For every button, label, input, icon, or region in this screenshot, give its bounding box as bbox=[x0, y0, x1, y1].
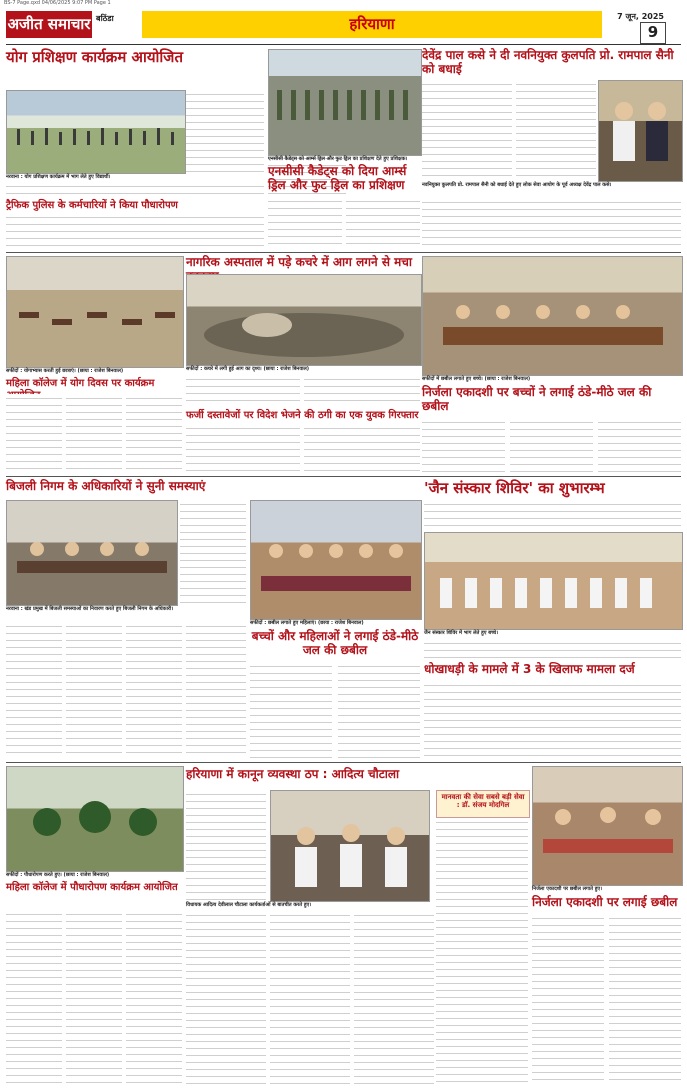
box-humanity bbox=[436, 790, 530, 818]
body-chhabil-1-col1 bbox=[422, 418, 505, 472]
vc-photo-illustration bbox=[599, 81, 682, 181]
photo-chhabil-3 bbox=[532, 766, 683, 886]
headline-chhabil-2: बच्चों और महिलाओं ने लगाई ठंडे-मीठे जल की छबील bbox=[251, 629, 419, 657]
body-fake-docs-col1 bbox=[186, 424, 300, 472]
body-plantation-col1 bbox=[6, 910, 62, 1084]
body-college-yoga-col2 bbox=[66, 394, 122, 472]
headline-college-yoga: महिला कॉलेज में योग दिवस पर कार्यक्रम bbox=[6, 378, 155, 389]
body-chhabil-3-col2 bbox=[609, 914, 681, 1084]
yoga-photo-illustration bbox=[7, 91, 185, 173]
chhabil-1-photo-illustration bbox=[423, 257, 682, 375]
caption-fire: सफीदों : कचरे में लगी हुई आग का दृश्य। (छाया : राजेश बिनवाल) bbox=[186, 366, 310, 372]
body-yoga-col1 bbox=[186, 90, 264, 172]
photo-chautala bbox=[270, 790, 430, 902]
body-power-col2 bbox=[66, 622, 122, 758]
caption-chautala: विधायक आदित्य देवीलाल चौटाला कार्यकर्ताओं से बातचीत करते हुए। bbox=[186, 902, 312, 908]
body-humanity bbox=[436, 818, 528, 1084]
plantation-photo-illustration bbox=[7, 767, 183, 871]
row-separator-1 bbox=[6, 252, 681, 253]
body-fire-col1 bbox=[186, 375, 300, 407]
headline-chhabil-1: निर्जला एकादशी पर बच्चों ने लगाई ठंडे-मीठे जल की छबील bbox=[422, 385, 652, 413]
chhabil-3-photo-illustration bbox=[533, 767, 682, 885]
chautala-photo-illustration bbox=[271, 791, 429, 901]
body-vc-col1 bbox=[422, 80, 512, 180]
headline-fire: नागरिक अस्पताल में पड़े कचरे में आग लगने से मचा bbox=[186, 255, 413, 269]
chhabil-2-photo-illustration bbox=[251, 501, 421, 619]
headline-plantation: महिला कॉलेज में पौधारोपण कार्यक्रम आयोजित bbox=[6, 882, 178, 893]
photo-chhabil-1 bbox=[422, 256, 683, 376]
body-chhabil-2-col1 bbox=[250, 662, 332, 758]
body-fake-docs-col2 bbox=[304, 424, 420, 472]
photo-college-yoga bbox=[6, 256, 184, 368]
body-fire-col2 bbox=[304, 375, 420, 407]
section-band bbox=[142, 11, 602, 38]
masthead bbox=[0, 9, 687, 43]
headline-fraud: धोखाधड़ी के मामले में 3 के खिलाफ मामला दर्ज bbox=[424, 662, 635, 676]
college-yoga-photo-illustration bbox=[7, 257, 183, 367]
headline-power: बिजली निगम के अधिकारियों ने सुनी समस्याएं bbox=[6, 479, 206, 493]
power-photo-illustration bbox=[7, 501, 177, 605]
edition-city: बठिंडा bbox=[96, 14, 114, 23]
print-slug: BS-7 Page.qxd 04/06/2025 9:07 PM Page 1 bbox=[4, 0, 111, 6]
photo-power bbox=[6, 500, 178, 606]
body-chautala-col1 bbox=[186, 790, 266, 900]
body-ncc-col2 bbox=[346, 197, 420, 249]
headline-traffic-plantation: ट्रैफिक पुलिस के कर्मचारियों ने किया पौधारोपण bbox=[6, 200, 178, 211]
caption-power: नरवाना : खंड प्रमुख में बिजली समस्याओं का निवारण करते हुए बिजली निगम के अधिकारी। bbox=[6, 606, 174, 612]
body-chhabil-3-col1 bbox=[532, 914, 604, 1084]
body-chhabil-1-col3 bbox=[598, 418, 681, 472]
caption-college-yoga: सफीदों : योगाभ्यास करती हुई छात्राएं। (छाया : राजेश बिनवाल) bbox=[6, 368, 124, 374]
issue-date: 7 जून, 2025 bbox=[617, 12, 664, 21]
body-chhabil-1-col2 bbox=[510, 418, 593, 472]
body-plantation-col2 bbox=[66, 910, 122, 1084]
body-jain-col2 bbox=[424, 639, 681, 661]
photo-jain bbox=[424, 532, 683, 630]
body-chautala-col3 bbox=[270, 911, 350, 1084]
body-plantation-col3 bbox=[126, 910, 182, 1084]
fire-photo-illustration bbox=[187, 275, 421, 365]
body-power-col0 bbox=[180, 500, 246, 604]
headline-jain: 'जैन संस्कार शिविर' का शुभारम्भ bbox=[424, 479, 605, 497]
caption-chhabil-3: निर्जला एकादशी पर छबील लगाते हुए। bbox=[532, 886, 603, 892]
headline-vc: देवेंद्र पाल कसे ने दी नवनियुक्त कुलपति प्रो. रामपाल सैनी को बधाई bbox=[422, 48, 674, 76]
body-power-col4 bbox=[186, 622, 246, 758]
photo-ncc bbox=[268, 49, 422, 156]
caption-ncc: एनसीसी कैडेट्स को आर्म्स ड्रिल और फुट ड्रिल का प्रशिक्षण देते हुए प्रशिक्षक। bbox=[268, 156, 408, 162]
page-number: 9 bbox=[640, 22, 666, 44]
row-separator-3 bbox=[6, 762, 681, 763]
caption-chhabil-1: सफीदों में छबील लगाते हुए बच्चे। (छाया : राजेश बिनवाल) bbox=[422, 376, 531, 382]
headline-ncc: एनसीसी कैडेट्स को दिया आर्म्स ड्रिल और फुट ड्रिल का प्रशिक्षण bbox=[268, 164, 407, 192]
body-traffic-plantation bbox=[6, 213, 264, 249]
masthead-rule bbox=[6, 44, 681, 45]
body-power-col1 bbox=[6, 622, 62, 758]
caption-yoga: नरवाना : योग प्रशिक्षण कार्यक्रम में भाग लेते हुए विद्यार्थी। bbox=[6, 174, 111, 180]
headline-yoga: योग प्रशिक्षण कार्यक्रम आयोजित bbox=[6, 48, 183, 66]
photo-vc bbox=[598, 80, 683, 182]
headline-chhabil-3: निर्जला एकादशी पर लगाई छबील bbox=[532, 895, 678, 909]
body-fraud bbox=[424, 681, 681, 758]
newspaper-logo: अजीत समाचार bbox=[6, 11, 92, 38]
headline-chautala: हरियाणा में कानून व्यवस्था ठप : आदित्य चौटाला bbox=[186, 767, 400, 781]
section-title: हरियाणा bbox=[349, 15, 395, 33]
body-ncc-col1 bbox=[268, 197, 342, 249]
photo-plantation bbox=[6, 766, 184, 872]
body-vc-col2 bbox=[516, 80, 596, 180]
caption-jain: जैन संस्कार शिविर में भाग लेते हुए बच्चे। bbox=[424, 630, 499, 636]
body-chhabil-2-col2 bbox=[338, 662, 420, 758]
headline-humanity: मानवता की सेवा सबसे बड़ी सेवा : डॉ. संजय मोदगिल bbox=[441, 793, 525, 810]
caption-plantation: सफीदों : पौधारोपण करते हुए। (छाया : राजेश बिनवाल) bbox=[6, 872, 110, 878]
body-yoga-col2 bbox=[6, 182, 264, 198]
caption-chhabil-2: सफीदों : छबील लगाते हुए महिलाएं। (छाया : राजेश बिनवाल) bbox=[250, 620, 364, 626]
body-chautala-col4 bbox=[354, 911, 434, 1084]
body-college-yoga-col1 bbox=[6, 394, 62, 472]
photo-fire bbox=[186, 274, 422, 366]
row-separator-2 bbox=[6, 476, 681, 477]
body-college-yoga-col3 bbox=[126, 394, 182, 472]
body-jain-col1 bbox=[424, 500, 681, 530]
photo-chhabil-2 bbox=[250, 500, 422, 620]
ncc-photo-illustration bbox=[269, 50, 421, 155]
photo-yoga bbox=[6, 90, 186, 174]
body-chautala-col2 bbox=[186, 911, 266, 1084]
body-vc-col3 bbox=[422, 198, 681, 250]
headline-fake-docs: फर्जी दस्तावेजों पर विदेश भेजने की ठगी का एक युवक गिरफ्तार bbox=[186, 410, 419, 421]
jain-photo-illustration bbox=[425, 533, 682, 629]
body-power-col3 bbox=[126, 622, 182, 758]
caption-vc: नवनियुक्त कुलपति प्रो. रामपाल सैनी को बधाई देते हुए लोक सेवा आयोग के पूर्व अध्यक्ष देवेंद्र पाल कसे। bbox=[422, 182, 612, 188]
